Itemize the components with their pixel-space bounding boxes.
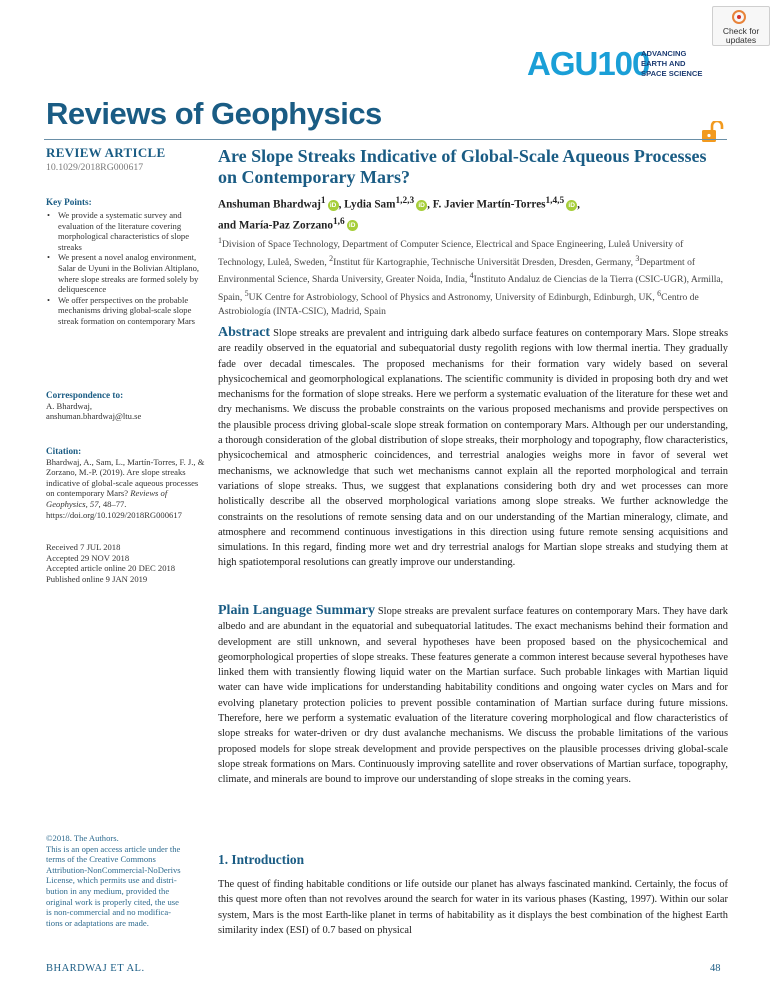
orcid-icon[interactable]: iD [328, 200, 339, 211]
citation-text: Bhardwaj, A., Sam, L., Martín-Torres, F. J., & Zorzano, M.-P. (2019). Are slope streaks indicative of global-scale aqueous processes on contemporary Mars? Reviews of Geophysics, 57, 48–77. https://doi.org/10.1029/2018RG000617 [46, 456, 205, 520]
doi[interactable]: 10.1029/2018RG000617 [46, 161, 144, 173]
license-notice: ©2018. The Authors. This is an open access article under the terms of the Creative Commons Attribution-NonCommercial-NoDerivs License, which permits use and distri- bution in any medium, provided the original work is properly cited, the use is non-commercial and no modifica- tions or adaptations are made. [46, 833, 181, 928]
introduction-heading: 1. Introduction [218, 852, 305, 867]
header-rule [44, 139, 727, 140]
article-type: REVIEW ARTICLE [46, 145, 166, 160]
left-sidebar [46, 145, 206, 928]
publication-dates [46, 542, 175, 584]
affiliations: $^1$Division of Space Technology, Department of Computer Science, Electrical and Space Engineering, Luleå University of Technology, Luleå, Sweden, $^2$Institut für Kartographie, Technische Universität Dresden, Dresden, Germany, $^3$Department of Environmental Science, Sharda University, Greater Noida, India, $^4$Instituto Andaluz de Ciencias de la Tierra (CSIC-UGR), Armilla, Spain, $^5$UK Centre for Astrobiology, School of Physics and Astronomy, University of Edinburgh, Edinburgh, UK, $^6$Centro de Astrobiología (INTA-CSIC), Madrid, Spain [218, 236, 724, 317]
abstract-text: Slope streaks are prevalent and intriguing dark albedo surface features on contemporary Mars. Slope streaks are readily observed in the equatorial and subequatorial dusty regolith regions with low thermal inertia. They gradually fade over decadal timescales. The proposed mechanisms for their formation vary widely based on several physicochemical and geomorphological explanations. The scientific community is divided in proposing both dry and wet mechanisms for the formation of slope streaks. Here we perform a systematic evaluation of the literature for these wet and dry mechanisms. We discuss the probable constraints on the various proposed mechanisms and provide perspectives on the plausible process driving global-scale slope streak formation on contemporary Mars. Although per our understanding, a thorough consideration of the global distribution of slope streaks, their morphology and topography, flow characteristics, physicochemical and atmospheric coincidences, and terrestrial analogies weighs more in favor of several wet mechanisms, we acknowledge that such wet mechanisms cannot explain all the reported morphological and terrain variations of slope streaks. Thus, we suggest that explanations considering both dry and wet processes can more holistically describe all the observed morphological variations among slope streaks. We further acknowledge the constraints on the resolutions of remote sensing data and on our understanding of the Martian mineralogy, climate, and atmosphere and recommend continuous investigations in this direction using future remote sensing acquisitions and simulations. In this regard, finding more wet and dry terrestrial analogs for Martian slope streaks and studying them at high spatiotemporal resolutions can greatly improve our understanding. [218, 328, 728, 569]
author-name: María-Paz Zorzano [238, 219, 333, 232]
citation [46, 446, 206, 520]
orcid-icon[interactable]: iD [566, 200, 577, 211]
author-list: Anshuman Bhardwaj$^1$ iD , Lydia Sam$^{1,2,3}$ iD , F. Javier Martín-Torres$^{1,4,5}$ iD , and María-Paz Zorzano$^{1,6}$ iD [218, 196, 580, 232]
correspondence [46, 390, 141, 422]
date-accepted: Accepted 29 NOV 2018 [46, 552, 130, 563]
check-for-updates-badge[interactable] [712, 6, 770, 46]
correspondence-email[interactable]: anshuman.bhardwaj@ltu.se [46, 411, 142, 422]
orcid-icon[interactable]: iD [416, 200, 427, 211]
correspondence-heading: Correspondence to: [46, 390, 124, 400]
introduction-text: The quest of finding habitable conditions or life outside our planet has always fascinated mankind. Certainly, the focus of this quest more often than not revolves around the search for water in its various phases (Kasting, 1997). Within our solar system, Mars is the most Earth-like planet in terms of habitability as it displays the best combination of the highest Earth similarity index (ESI) of 0.7 based on physical [218, 879, 728, 936]
agu-tagline: ADVANCING EARTH AND SPACE SCIENCE [641, 49, 703, 78]
orcid-icon[interactable]: iD [347, 220, 358, 231]
pls-text: Slope streaks are prevalent surface features on contemporary Mars. They have dark albedo and are abundant in the equatorial and subequatorial latitudes. The exact mechanisms behind their formation and development are still unknown, and several hypotheses have been proposed based on the physicochemical and geomorphological properties of slope streaks. These features generate a common interest because several hypotheses have linked them with transiently flowing liquid water on the Martian surface. Such probable linkages with Martian liquid water can have wide implications for understanding habitability conditions and ongoing water cycles on Mars and for evolving planetary protection policies to prevent possible contamination of Martian surface during future missions. Therefore, here we perform a systematic evaluation of the literature covering morphological and flow characteristics of slope streaks for water-driven or dry dust avalanche mechanisms. We discuss the probable limitations of the various proposed models for slope streak development and provide perspectives on the plausible processes driving global-scale slope streak formations on Mars. Continuously improving satellite and rover observations of Martian surface, topography, climate, and minerals are bound to improve our understanding of slope streaks in the coming years. [218, 606, 728, 786]
citation-heading: Citation: [46, 446, 82, 456]
article-title: Are Slope Streaks Indicative of Global-Scale Aqueous Processes on Contemporary Mars? [218, 146, 707, 187]
key-points-heading: Key Points: [46, 197, 92, 207]
key-points-list [46, 210, 206, 327]
running-author: BHARDWAJ ET AL. [46, 963, 145, 974]
correspondence-name: A. Bhardwaj, [46, 400, 93, 411]
key-point: • We provide a systematic survey and evaluation of the literature covering morphological characteristics of slope streaks [46, 210, 206, 252]
author-name: Lydia Sam [344, 198, 396, 211]
key-point: • We offer perspectives on the probable mechanisms driving global-scale slope streak formation on contemporary Mars [46, 295, 206, 327]
crossmark-icon [732, 10, 746, 24]
date-online: Accepted article online 20 DEC 2018 [46, 563, 176, 574]
plain-language-summary [218, 603, 728, 788]
author-name: Anshuman Bhardwaj [218, 198, 321, 211]
agu-wordmark: AGU100 [527, 45, 650, 82]
abstract [218, 325, 728, 571]
key-point: • We present a novel analog environment, Salar de Uyuni in the Bolivian Altiplano, where slope streaks are formed solely by deliquescence [46, 252, 206, 294]
author-name: F. Javier Martín-Torres [432, 198, 546, 211]
page-number: 48 [710, 963, 721, 974]
journal-title: Reviews of Geophysics [46, 96, 382, 131]
check-for-updates-label: Check for updates [722, 26, 760, 45]
abstract-heading: Abstract [218, 325, 271, 340]
date-received: Received 7 JUL 2018 [46, 542, 121, 552]
date-published: Published online 9 JAN 2019 [46, 573, 148, 584]
pls-heading: Plain Language Summary [218, 603, 375, 618]
